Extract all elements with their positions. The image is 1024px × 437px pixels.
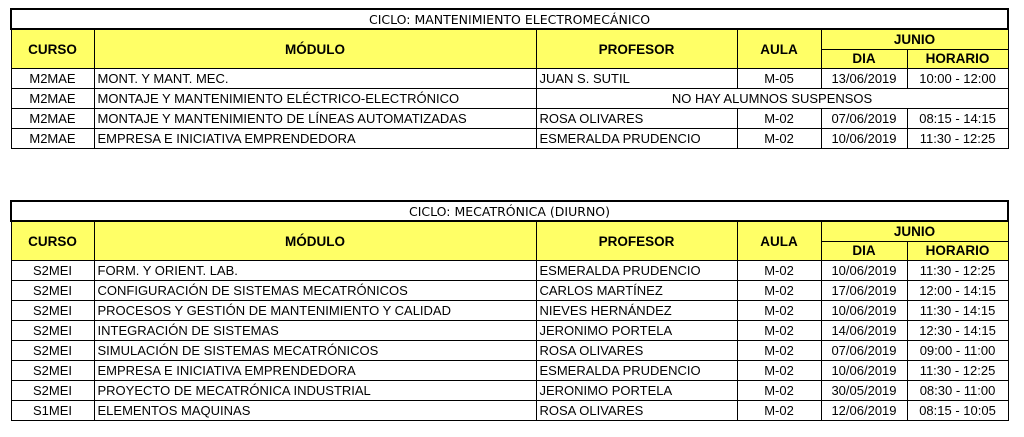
cell-curso: S2MEI [11, 261, 94, 281]
cell-horario: 11:30 - 12:25 [907, 361, 1008, 381]
cell-aula: M-02 [737, 109, 821, 129]
table-row [11, 341, 1008, 361]
header-modulo: MÓDULO [94, 221, 536, 261]
cell-aula: M-02 [737, 361, 821, 381]
cell-horario: 11:30 - 14:15 [907, 301, 1008, 321]
table-row [11, 361, 1008, 381]
header-curso: CURSO [11, 29, 94, 69]
cell-curso: S1MEI [11, 401, 94, 421]
cell-dia: 14/06/2019 [821, 321, 907, 341]
cell-dia: 10/06/2019 [821, 129, 907, 149]
cell-modulo: ELEMENTOS MAQUINAS [94, 401, 536, 421]
cell-curso: S2MEI [11, 381, 94, 401]
cell-curso: M2MAE [11, 129, 94, 149]
cell-horario: 11:30 - 12:25 [907, 261, 1008, 281]
cell-horario: 08:30 - 11:00 [907, 381, 1008, 401]
cell-curso: S2MEI [11, 301, 94, 321]
table-title-row [11, 9, 1008, 29]
cell-dia: 10/06/2019 [821, 301, 907, 321]
header-horario: HORARIO [907, 49, 1008, 68]
cell-horario: 12:00 - 14:15 [907, 281, 1008, 301]
cell-profesor: CARLOS MARTÍNEZ [536, 281, 737, 301]
cell-modulo: CONFIGURACIÓN DE SISTEMAS MECATRÓNICOS [94, 281, 536, 301]
cell-profesor: ESMERALDA PRUDENCIO [536, 129, 737, 149]
cell-profesor: ESMERALDA PRUDENCIO [536, 261, 737, 281]
cell-dia: 17/06/2019 [821, 281, 907, 301]
table-row [11, 401, 1008, 421]
header-aula: AULA [737, 29, 821, 69]
cell-curso: M2MAE [11, 89, 94, 109]
cell-modulo: EMPRESA E INICIATIVA EMPRENDEDORA [94, 361, 536, 381]
cell-horario: 12:30 - 14:15 [907, 321, 1008, 341]
header-aula: AULA [737, 221, 821, 261]
cell-aula: M-02 [737, 301, 821, 321]
cell-aula: M-02 [737, 261, 821, 281]
cell-profesor: JERONIMO PORTELA [536, 321, 737, 341]
cell-dia: 10/06/2019 [821, 361, 907, 381]
table-row [11, 321, 1008, 341]
table-row [11, 381, 1008, 401]
header-profesor: PROFESOR [536, 29, 737, 69]
cell-curso: M2MAE [11, 109, 94, 129]
cell-horario: 10:00 - 12:00 [907, 69, 1008, 89]
header-junio: JUNIO [821, 221, 1008, 241]
cell-profesor: ROSA OLIVARES [536, 401, 737, 421]
table-row [11, 261, 1008, 281]
cell-dia: 13/06/2019 [821, 69, 907, 89]
schedule-table-mantenimiento [10, 8, 1009, 149]
cell-aula: M-02 [737, 281, 821, 301]
table-row [11, 69, 1008, 89]
cell-dia: 10/06/2019 [821, 261, 907, 281]
schedule-table-mecatronica [10, 200, 1009, 421]
cell-modulo: INTEGRACIÓN DE SISTEMAS [94, 321, 536, 341]
cell-dia: 12/06/2019 [821, 401, 907, 421]
cell-dia: 07/06/2019 [821, 341, 907, 361]
cell-modulo: MONT. Y MANT. MEC. [94, 69, 536, 89]
header-horario: HORARIO [907, 241, 1008, 260]
cell-profesor: JERONIMO PORTELA [536, 381, 737, 401]
cell-horario: 09:00 - 11:00 [907, 341, 1008, 361]
cell-modulo: MONTAJE Y MANTENIMIENTO DE LÍNEAS AUTOMATIZADAS [94, 109, 536, 129]
cell-aula: M-05 [737, 69, 821, 89]
cell-curso: S2MEI [11, 341, 94, 361]
cell-curso: S2MEI [11, 321, 94, 341]
header-junio: JUNIO [821, 29, 1008, 49]
header-modulo: MÓDULO [94, 29, 536, 69]
cell-horario: 08:15 - 14:15 [907, 109, 1008, 129]
cell-profesor: ESMERALDA PRUDENCIO [536, 361, 737, 381]
cell-curso: S2MEI [11, 281, 94, 301]
cell-horario: 11:30 - 12:25 [907, 129, 1008, 149]
header-dia: DIA [821, 241, 907, 260]
header-dia: DIA [821, 49, 907, 68]
cell-aula: M-02 [737, 381, 821, 401]
cell-modulo: PROCESOS Y GESTIÓN DE MANTENIMIENTO Y CALIDAD [94, 301, 536, 321]
header-curso: CURSO [11, 221, 94, 261]
header-row [11, 29, 1008, 49]
table-title: CICLO: MANTENIMIENTO ELECTROMECÁNICO [11, 9, 1008, 29]
cell-modulo: PROYECTO DE MECATRÓNICA INDUSTRIAL [94, 381, 536, 401]
cell-modulo: MONTAJE Y MANTENIMIENTO ELÉCTRICO-ELECTRÓNICO [94, 89, 536, 109]
table-title-row [11, 201, 1008, 221]
cell-modulo: EMPRESA E INICIATIVA EMPRENDEDORA [94, 129, 536, 149]
cell-dia: 30/05/2019 [821, 381, 907, 401]
cell-curso: M2MAE [11, 69, 94, 89]
cell-dia: 07/06/2019 [821, 109, 907, 129]
cell-horario: 08:15 - 10:05 [907, 401, 1008, 421]
table-title: CICLO: MECATRÓNICA (DIURNO) [11, 201, 1008, 221]
cell-aula: M-02 [737, 341, 821, 361]
cell-curso: S2MEI [11, 361, 94, 381]
cell-profesor: ROSA OLIVARES [536, 109, 737, 129]
cell-modulo: SIMULACIÓN DE SISTEMAS MECATRÓNICOS [94, 341, 536, 361]
cell-aula: M-02 [737, 321, 821, 341]
table-row [11, 109, 1008, 129]
cell-note: NO HAY ALUMNOS SUSPENSOS [536, 89, 1008, 109]
table-row [11, 89, 1008, 109]
cell-aula: M-02 [737, 129, 821, 149]
header-row [11, 221, 1008, 241]
table-row [11, 281, 1008, 301]
cell-profesor: ROSA OLIVARES [536, 341, 737, 361]
cell-modulo: FORM. Y ORIENT. LAB. [94, 261, 536, 281]
cell-aula: M-02 [737, 401, 821, 421]
table-row [11, 129, 1008, 149]
cell-profesor: NIEVES HERNÁNDEZ [536, 301, 737, 321]
table-row [11, 301, 1008, 321]
cell-profesor: JUAN S. SUTIL [536, 69, 737, 89]
header-profesor: PROFESOR [536, 221, 737, 261]
